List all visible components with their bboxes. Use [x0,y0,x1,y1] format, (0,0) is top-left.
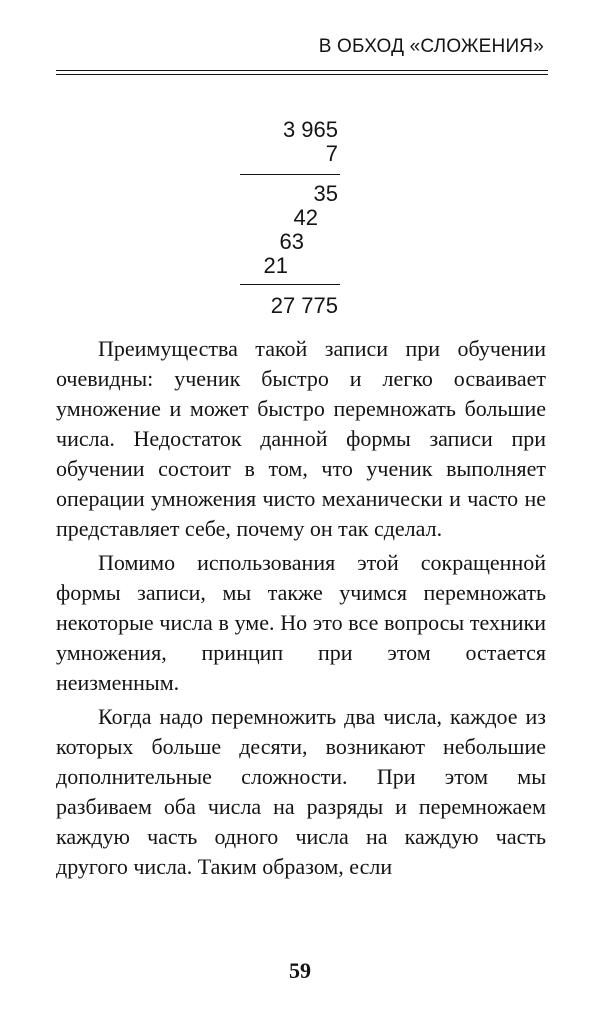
partial-product: 63 [279,229,304,254]
sum-line [240,284,340,285]
partial-product: 42 [293,205,318,230]
header-rule-bottom [56,74,548,75]
partial-product: 35 [313,181,338,206]
running-head: В ОБХОД «СЛОЖЕНИЯ» [318,36,544,57]
body-text [56,334,546,886]
partial-product: 21 [263,253,288,278]
page-number: 59 [289,958,311,983]
paragraph: Преимущества такой записи при обучении очевидны: ученик быстро и легко осваивает умножение и может быстро перемножать большие числа. Недостаток данной формы записи при обучении состоит в том, что ученик выполняет операции умножения чисто механически и часто не представляет себе, почему он так сделал. [56,336,546,541]
multiplication-example [240,112,342,328]
multiplicand: 3 965 [282,117,338,142]
paragraph: Когда надо перемножить два числа, каждое из которых больше десяти, возникают небольшие дополнительные сложности. При этом мы разбиваем оба числа на разряды и перемножаем каждую часть одного числа на каждую часть другого числа. Таким образом, если [56,704,546,879]
result: 27 775 [270,293,338,318]
paragraph: Помимо использования этой сокращенной формы записи, мы также учимся перемножать некоторые числа в уме. Но это все вопросы техники умножения, принцип при этом остается неизменным. [56,550,546,695]
multiplier: 7 [325,141,338,166]
multiplication-line [240,174,340,175]
header-rule-top [56,70,548,71]
